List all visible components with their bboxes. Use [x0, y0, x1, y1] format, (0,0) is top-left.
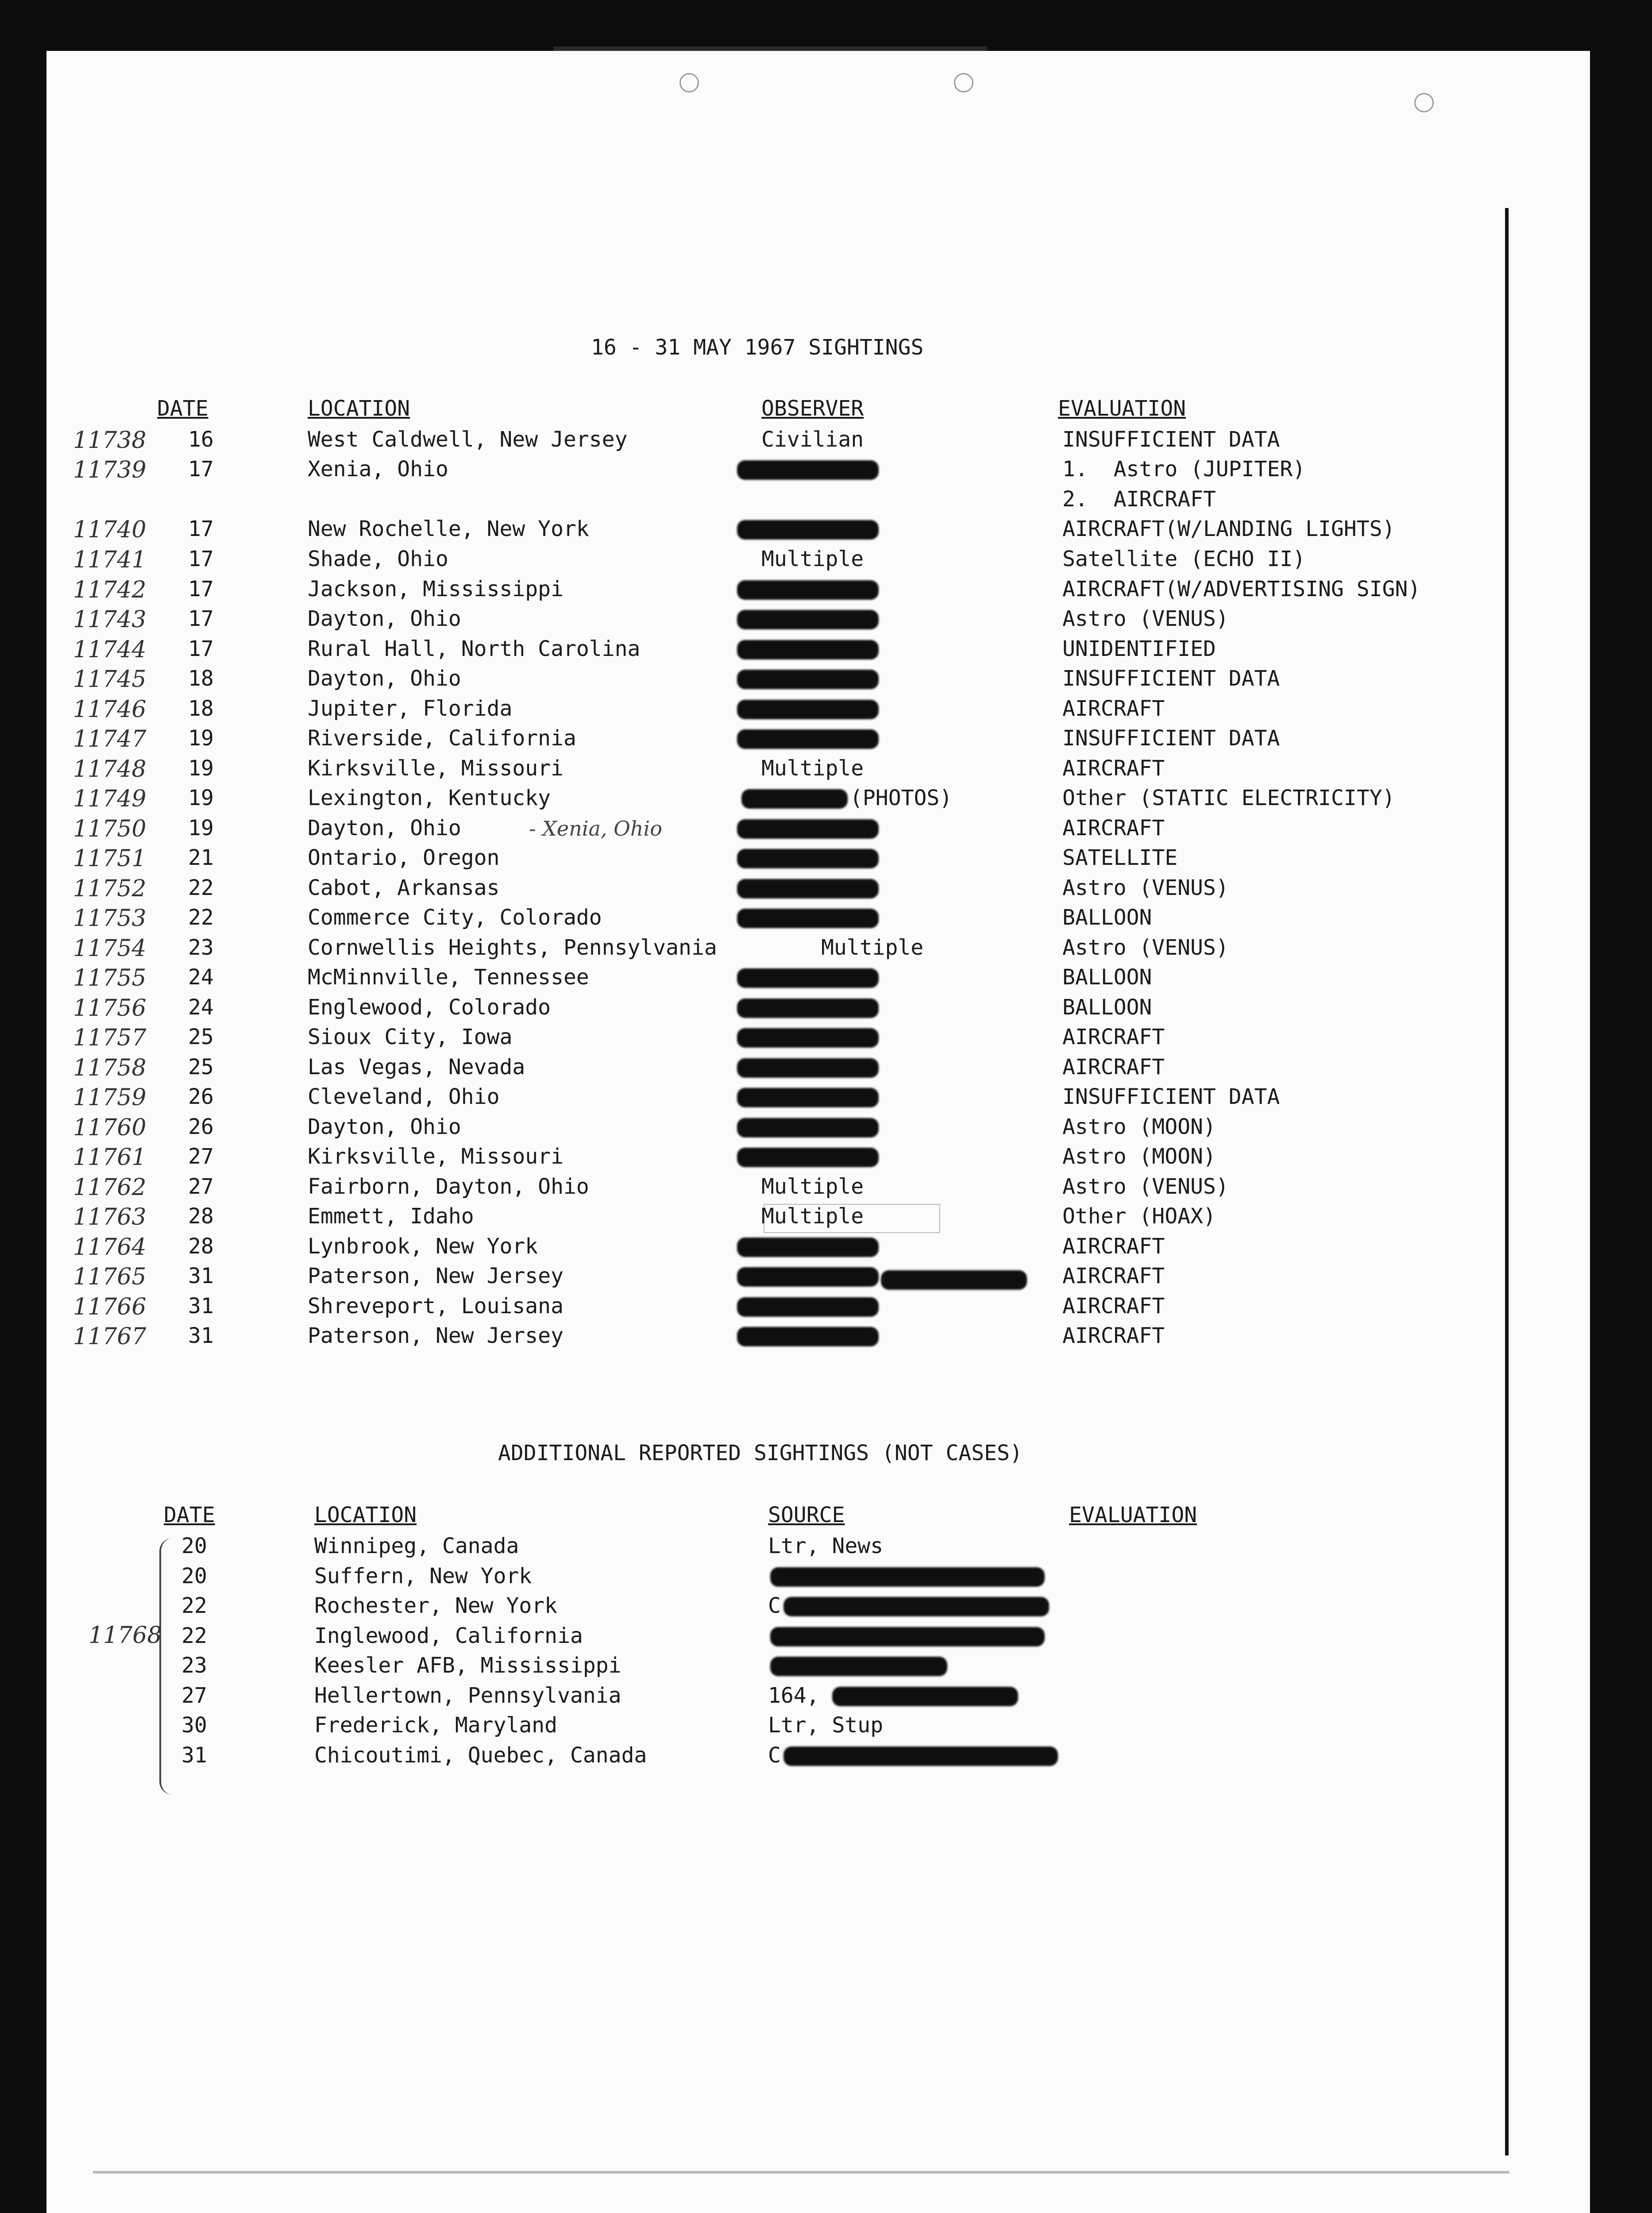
row-date: 27: [188, 1144, 214, 1169]
row-date: 25: [188, 1055, 214, 1080]
case-number: 11756: [73, 995, 147, 1022]
row-evaluation: AIRCRAFT(W/ADVERTISING SIGN): [1062, 577, 1421, 601]
row-location: Cornwellis Heights, Pennsylvania: [308, 935, 717, 960]
row-evaluation: Astro (VENUS): [1062, 935, 1229, 960]
row-evaluation: 1. Astro (JUPITER): [1062, 457, 1306, 482]
case-number: 11742: [73, 577, 147, 603]
case-number: 11741: [73, 547, 147, 573]
add-row-date: 20: [181, 1564, 207, 1588]
redaction-bar: [737, 819, 879, 839]
page-right-edge: [1505, 208, 1509, 2155]
row-location: Sioux City, Iowa: [308, 1025, 513, 1049]
add-row-date: 20: [181, 1534, 207, 1558]
add-header-location: LOCATION: [314, 1503, 417, 1527]
add-header-source: SOURCE: [768, 1503, 845, 1527]
redaction-bar: [737, 1028, 879, 1048]
redaction-bar: [737, 580, 879, 600]
page-title: 16 - 31 MAY 1967 SIGHTINGS: [591, 335, 924, 360]
case-number: 11740: [73, 517, 147, 543]
add-row-location: Hellertown, Pennsylvania: [314, 1683, 621, 1708]
redaction-bar: [737, 1058, 879, 1078]
case-number: 11753: [73, 905, 147, 932]
row-date: 19: [188, 816, 214, 840]
case-number: 11761: [73, 1144, 147, 1171]
case-number: 11762: [73, 1174, 147, 1201]
row-evaluation: INSUFFICIENT DATA: [1062, 1084, 1280, 1109]
row-location: Rural Hall, North Carolina: [308, 636, 641, 661]
redaction-bar: [737, 460, 879, 480]
redaction-bar: [737, 1088, 879, 1107]
row-date: 22: [188, 905, 214, 930]
row-evaluation: Other (STATIC ELECTRICITY): [1062, 786, 1395, 810]
redaction-bar: [737, 1118, 879, 1137]
case-number: 11752: [73, 875, 147, 902]
row-date: 17: [188, 636, 214, 661]
redaction-bar: [737, 999, 879, 1018]
row-evaluation: AIRCRAFT: [1062, 1234, 1165, 1259]
row-location: New Rochelle, New York: [308, 517, 589, 541]
redaction-bar: [737, 1327, 879, 1346]
row-evaluation-secondary: 2. AIRCRAFT: [1062, 487, 1216, 512]
row-location: Cabot, Arkansas: [308, 875, 500, 900]
add-row-location: Rochester, New York: [314, 1593, 558, 1618]
row-date: 28: [188, 1204, 214, 1229]
redaction-bar: [737, 640, 879, 659]
row-location: Dayton, Ohio: [308, 606, 461, 631]
add-row-date: 30: [181, 1713, 207, 1738]
redaction-bar: [737, 670, 879, 689]
redaction-bar: [784, 1746, 1058, 1766]
case-number: 11738: [73, 427, 147, 454]
row-evaluation: BALLOON: [1062, 995, 1152, 1020]
redaction-bar: [737, 968, 879, 988]
row-evaluation: BALLOON: [1062, 905, 1152, 930]
row-observer: Civilian: [761, 427, 864, 452]
add-row-location: Suffern, New York: [314, 1564, 532, 1588]
add-header-date: DATE: [164, 1503, 215, 1527]
case-number: 11751: [73, 845, 147, 872]
row-location: Riverside, California: [308, 726, 576, 751]
row-date: 22: [188, 875, 214, 900]
case-number: 11748: [73, 756, 147, 783]
redaction-bar: [737, 879, 879, 898]
row-observer: Multiple: [761, 1174, 864, 1199]
row-evaluation: AIRCRAFT(W/LANDING LIGHTS): [1062, 517, 1395, 541]
row-evaluation: Astro (VENUS): [1062, 875, 1229, 900]
row-evaluation: Astro (MOON): [1062, 1114, 1216, 1139]
add-row-location: Frederick, Maryland: [314, 1713, 558, 1738]
redaction-bar: [737, 520, 879, 540]
row-location: Ontario, Oregon: [308, 845, 500, 870]
row-location: Las Vegas, Nevada: [308, 1055, 525, 1080]
add-row-location: Inglewood, California: [314, 1623, 583, 1648]
add-row-date: 31: [181, 1743, 207, 1768]
redaction-bar: [737, 1148, 879, 1167]
redaction-bar: [741, 789, 848, 809]
col-header-observer: OBSERVER: [761, 396, 864, 421]
row-date: 27: [188, 1174, 214, 1199]
add-row-location: Winnipeg, Canada: [314, 1534, 519, 1558]
row-date: 21: [188, 845, 214, 870]
row-location: Emmett, Idaho: [308, 1204, 474, 1229]
row-observer: Multiple: [761, 547, 864, 571]
redaction-bar: [881, 1270, 1027, 1290]
case-number: 11749: [73, 786, 147, 812]
row-date: 17: [188, 547, 214, 571]
col-header-location: LOCATION: [308, 396, 410, 421]
row-location: Jupiter, Florida: [308, 696, 513, 721]
row-location: Englewood, Colorado: [308, 995, 551, 1020]
row-observer: (PHOTOS): [850, 786, 953, 810]
row-evaluation: Satellite (ECHO II): [1062, 547, 1306, 571]
add-row-date: 22: [181, 1623, 207, 1648]
add-row-source: C: [768, 1743, 781, 1768]
row-evaluation: Other (HOAX): [1062, 1204, 1216, 1229]
row-evaluation: AIRCRAFT: [1062, 816, 1165, 840]
row-evaluation: AIRCRAFT: [1062, 1294, 1165, 1319]
row-date: 19: [188, 726, 214, 751]
row-date: 31: [188, 1323, 214, 1348]
add-row-source: 164,: [768, 1683, 819, 1708]
row-date: 17: [188, 457, 214, 482]
add-row-source: Ltr, Stup: [768, 1713, 884, 1738]
row-evaluation: AIRCRAFT: [1062, 1264, 1165, 1288]
row-location: Dayton, Ohio: [308, 816, 461, 840]
redaction-bar: [737, 909, 879, 928]
row-evaluation: Astro (VENUS): [1062, 606, 1229, 631]
row-date: 26: [188, 1084, 214, 1109]
case-number: 11744: [73, 636, 147, 663]
case-number: 11758: [73, 1055, 147, 1081]
row-evaluation: AIRCRAFT: [1062, 696, 1165, 721]
row-location: West Caldwell, New Jersey: [308, 427, 628, 452]
row-date: 23: [188, 935, 214, 960]
row-location: Lynbrook, New York: [308, 1234, 538, 1259]
row-evaluation: AIRCRAFT: [1062, 1323, 1165, 1348]
row-location: Xenia, Ohio: [308, 457, 448, 482]
redaction-bar: [737, 1238, 879, 1257]
redaction-bar: [784, 1597, 1049, 1616]
case-number: 11766: [73, 1294, 147, 1320]
redaction-bar: [737, 700, 879, 719]
case-number: 11760: [73, 1114, 147, 1141]
row-date: 25: [188, 1025, 214, 1049]
row-observer: Multiple: [821, 935, 924, 960]
handwritten-note: - Xenia, Ohio: [529, 817, 662, 840]
add-row-date: 23: [181, 1653, 207, 1678]
row-location: Shade, Ohio: [308, 547, 448, 571]
row-date: 26: [188, 1114, 214, 1139]
row-location: Jackson, Mississippi: [308, 577, 564, 601]
redaction-bar: [737, 1267, 879, 1287]
case-number: 11765: [73, 1264, 147, 1290]
case-number: 11759: [73, 1084, 147, 1111]
row-location: Paterson, New Jersey: [308, 1323, 564, 1348]
row-date: 17: [188, 606, 214, 631]
row-evaluation: UNIDENTIFIED: [1062, 636, 1216, 661]
row-location: Paterson, New Jersey: [308, 1264, 564, 1288]
case-number: 11757: [73, 1025, 147, 1051]
additional-case-number: 11768: [89, 1622, 162, 1649]
add-row-location: Keesler AFB, Mississippi: [314, 1653, 621, 1678]
row-evaluation: AIRCRAFT: [1062, 1025, 1165, 1049]
row-location: Shreveport, Louisana: [308, 1294, 564, 1319]
row-location: Kirksville, Missouri: [308, 756, 564, 781]
row-evaluation: Astro (MOON): [1062, 1144, 1216, 1169]
row-evaluation: INSUFFICIENT DATA: [1062, 726, 1280, 751]
case-number: 11743: [73, 606, 147, 633]
redaction-bar: [737, 729, 879, 749]
row-observer: Multiple: [761, 756, 864, 781]
row-location: McMinnville, Tennessee: [308, 965, 589, 990]
row-location: Kirksville, Missouri: [308, 1144, 564, 1169]
redaction-bar: [770, 1627, 1045, 1646]
page-bottom-edge: [93, 2171, 1509, 2174]
row-date: 28: [188, 1234, 214, 1259]
case-number: 11763: [73, 1204, 147, 1230]
punch-hole: [954, 73, 973, 93]
punch-hole: [679, 73, 699, 93]
row-date: 19: [188, 756, 214, 781]
row-date: 24: [188, 965, 214, 990]
case-number: 11739: [73, 457, 147, 483]
row-evaluation: AIRCRAFT: [1062, 1055, 1165, 1080]
handwritten-brace: [159, 1538, 179, 1795]
case-number: 11755: [73, 965, 147, 991]
row-date: 19: [188, 786, 214, 810]
row-evaluation: INSUFFICIENT DATA: [1062, 427, 1280, 452]
redaction-bar: [737, 1297, 879, 1317]
row-date: 31: [188, 1264, 214, 1288]
row-location: Fairborn, Dayton, Ohio: [308, 1174, 589, 1199]
punch-hole: [1414, 93, 1434, 112]
redaction-bar: [770, 1657, 947, 1676]
case-number: 11767: [73, 1323, 147, 1350]
col-header-date: DATE: [157, 396, 208, 421]
row-date: 24: [188, 995, 214, 1020]
case-number: 11754: [73, 935, 147, 962]
add-row-source: C: [768, 1593, 781, 1618]
row-location: Dayton, Ohio: [308, 666, 461, 691]
redaction-bar: [770, 1567, 1045, 1587]
row-date: 18: [188, 666, 214, 691]
case-number: 11750: [73, 816, 147, 842]
row-date: 31: [188, 1294, 214, 1319]
case-number: 11764: [73, 1234, 147, 1261]
row-evaluation: SATELLITE: [1062, 845, 1178, 870]
row-evaluation: AIRCRAFT: [1062, 756, 1165, 781]
row-evaluation: BALLOON: [1062, 965, 1152, 990]
redaction-bar: [737, 849, 879, 868]
additional-title: ADDITIONAL REPORTED SIGHTINGS (NOT CASES): [498, 1441, 1023, 1465]
add-header-evaluation: EVALUATION: [1069, 1503, 1197, 1527]
row-date: 16: [188, 427, 214, 452]
row-location: Lexington, Kentucky: [308, 786, 551, 810]
case-number: 11745: [73, 666, 147, 693]
row-location: Cleveland, Ohio: [308, 1084, 500, 1109]
add-row-date: 27: [181, 1683, 207, 1708]
row-date: 17: [188, 517, 214, 541]
redaction-bar: [737, 610, 879, 629]
row-location: Commerce City, Colorado: [308, 905, 602, 930]
row-date: 18: [188, 696, 214, 721]
add-row-location: Chicoutimi, Quebec, Canada: [314, 1743, 647, 1768]
row-evaluation: Astro (VENUS): [1062, 1174, 1229, 1199]
add-row-date: 22: [181, 1593, 207, 1618]
col-header-evaluation: EVALUATION: [1058, 396, 1186, 421]
redaction-bar: [832, 1687, 1018, 1706]
row-location: Dayton, Ohio: [308, 1114, 461, 1139]
case-number: 11746: [73, 696, 147, 723]
row-date: 17: [188, 577, 214, 601]
row-evaluation: INSUFFICIENT DATA: [1062, 666, 1280, 691]
row-observer: Multiple: [761, 1204, 864, 1229]
case-number: 11747: [73, 726, 147, 752]
add-row-source: Ltr, News: [768, 1534, 884, 1558]
